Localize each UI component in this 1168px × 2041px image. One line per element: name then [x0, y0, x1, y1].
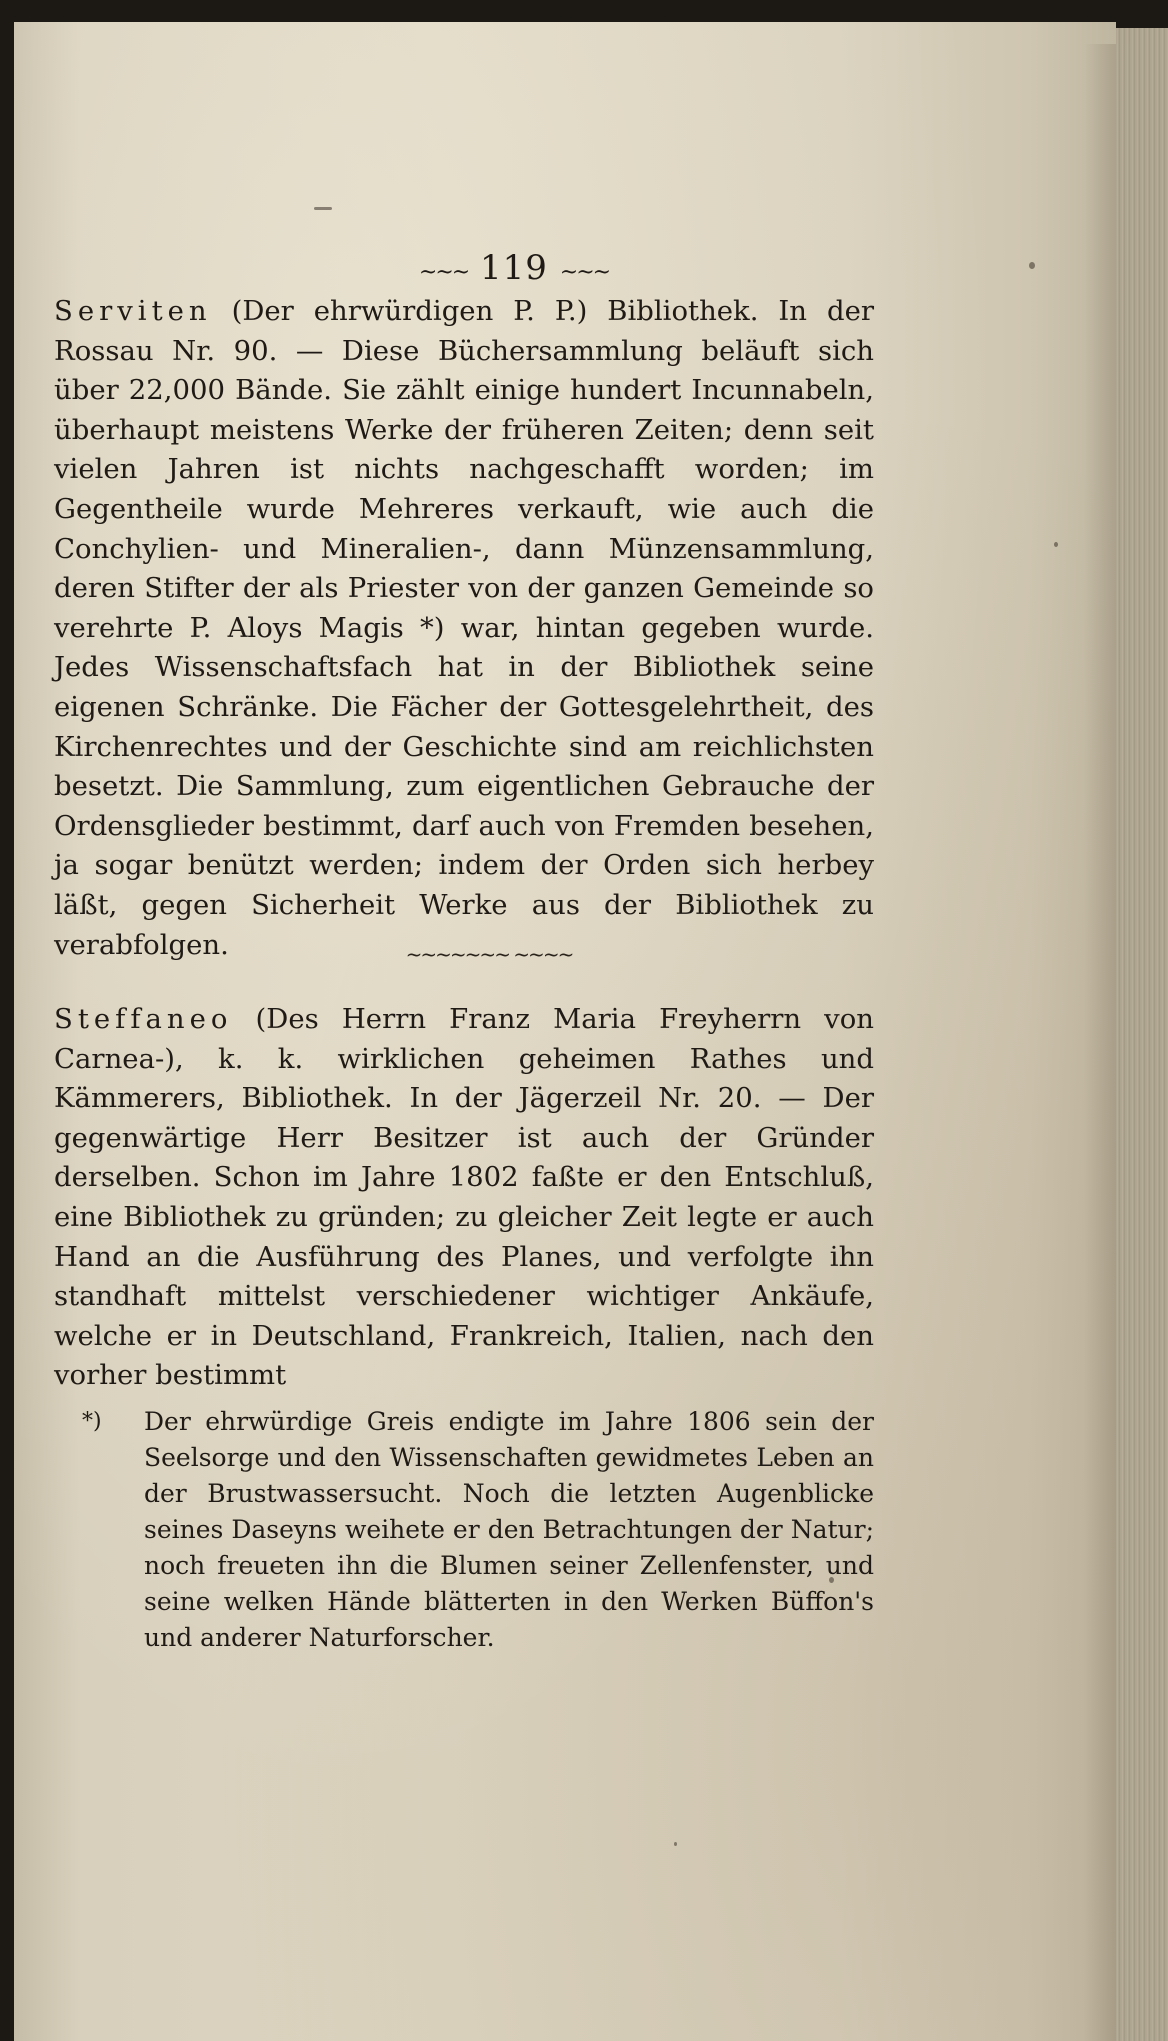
footnote — [84, 1404, 874, 1656]
page-edges — [1116, 28, 1168, 2041]
entry-name: Steffaneo — [54, 1003, 233, 1035]
header-ornament-right: ~~~ — [559, 260, 610, 285]
entry-text: (Des Herrn Franz Maria Freyherrn von Carnea-), k. k. wirklichen geheimen Rathes und Kämmerers, Bibliothek. In der Jägerzeil Nr. 20. — Der gegenwärtige Herr Besitzer ist auch der Gründer derselben. Schon im Jahre 1802 faßte er den Entschluß, eine Bibliothek zu gründen; zu gleicher Zeit legte er auch Hand an die Ausführung des Planes, und verfolgte ihn standhaft mittelst verschiedener wichtiger Ankäufe, welche er in Deutschland, Frankreich, Italien, nach den vorher bestimmt — [54, 1003, 874, 1392]
footnote-text: Der ehrwürdige Greis endigte im Jahre 1806 sein der Seelsorge und den Wissenschaften gewidmetes Leben an der Brustwassersucht. Noch die letzten Augenblicke seines Daseyns weihete er den Betrachtungen der Natur; noch freueten ihn die Blumen seiner Zellenfenster, und seine welken Hände blätterten in den Werken Büffon's und anderer Naturforscher. — [144, 1407, 874, 1652]
book-page — [14, 22, 1116, 2041]
page-number: 119 — [480, 248, 548, 288]
page-header — [354, 248, 674, 288]
entry-text: (Der ehrwürdigen P. P.) Bibliothek. In der Rossau Nr. 90. — Diese Büchersammlung beläuft sich über 22,000 Bände. Sie zählt einige hundert Incunnabeln, überhaupt meistens Werke der früheren Zeiten; denn seit vielen Jahren ist nichts nachgeschafft worden; im Gegentheile wurde Mehreres verkauft, wie auch die Conchylien- und Mineralien-, dann Münzensammlung, deren Stifter der als Priester von der ganzen Gemeinde so verehrte P. Aloys Magis *) war, hintan gegeben wurde. Jedes Wissenschaftsfach hat in der Bibliothek seine eigenen Schränke. Die Fächer der Gottesgelehrtheit, des Kirchenrechtes und der Geschichte sind am reichlichsten besetzt. Die Sammlung, zum eigentlichen Gebrauche der Ordensglieder bestimmt, darf auch von Fremden besehen, ja sogar benützt werden; indem der Orden sich herbey läßt, gegen Sicherheit Werke aus der Bibliothek zu verabfolgen. — [54, 295, 874, 961]
library-entry-serviten — [54, 292, 874, 965]
entry-name: Serviten — [54, 295, 212, 327]
section-divider: ~~~~~~~ ~~~~ — [405, 942, 573, 966]
header-ornament-left: ~~~ — [418, 260, 469, 285]
library-entry-steffaneo — [54, 1000, 874, 1396]
footnote-mark: *) — [82, 1409, 102, 1434]
